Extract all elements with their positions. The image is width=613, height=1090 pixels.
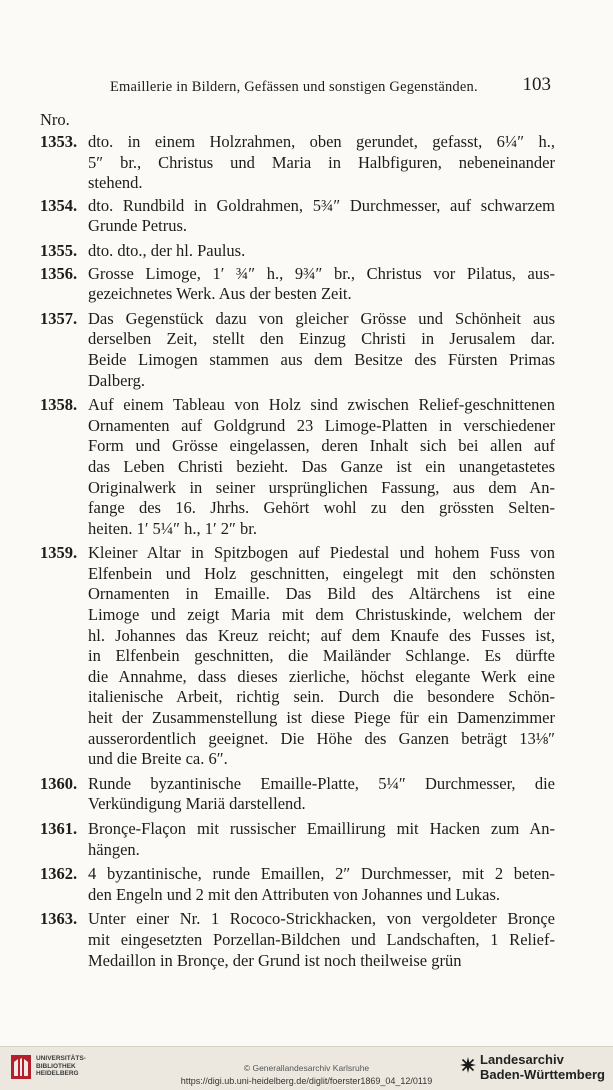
catalog-entry — [0, 196, 613, 237]
footer-bar — [0, 1046, 613, 1090]
entry-line: ausserordentlich geeignet. Die Höhe des Ganzen beträgt 13⅛″ — [88, 728, 555, 748]
entry-number: 1356. — [40, 263, 78, 283]
entry-line: Grosse Limoge, 1′ ¾″ h., 9¾″ br., Christus vor Pilatus, aus- — [88, 263, 555, 283]
entry-text — [88, 241, 555, 262]
entry-number: 1354. — [40, 195, 78, 215]
university-library-name: UNIVERSITÄTS- BIBLIOTHEK HEIDELBERG — [36, 1055, 86, 1077]
entry-line: heit der Zusammenstellung ist diese Piege für ein Damenzimmer — [88, 708, 555, 728]
entry-number: 1353. — [40, 132, 78, 151]
entry-text — [88, 395, 555, 539]
entry-line: Elfenbein und Holz geschnitten, eingelegt mit den schönsten — [88, 563, 555, 583]
entry-line: dto. in einem Holzrahmen, oben gerundet, gefasst, 6¼″ h., — [88, 132, 555, 151]
entry-number: 1362. — [40, 864, 78, 884]
entry-line: Runde byzantinische Emaille-Platte, 5¼″ Durchmesser, die — [88, 773, 555, 793]
entry-line: und die Breite ca. 6″. — [88, 749, 228, 769]
catalog-entry — [0, 395, 613, 539]
entry-line: hängen. — [88, 839, 140, 859]
entry-text — [88, 264, 555, 305]
entry-line: Medaillon in Bronçe, der Grund ist noch theilweise grün — [88, 950, 462, 970]
entry-line: Das Gegenstück dazu von gleicher Grösse und Schönheit aus — [88, 308, 555, 328]
catalog-entry — [0, 132, 613, 194]
entry-line: 5″ br., Christus und Maria in Halbfiguren, nebeneinander — [88, 152, 555, 172]
entry-line: hl. Johannes das Kreuz reicht; auf dem Knaufe des Fusses ist, — [88, 625, 555, 645]
entry-line: in Elfenbein geschnitten, die Mailänder Schlange. Es dürfte — [88, 646, 555, 666]
catalog-entry — [0, 864, 613, 905]
nro-label: Nro. — [40, 110, 70, 129]
catalog-entry — [0, 543, 613, 770]
entry-line: gezeichnetes Werk. Aus der besten Zeit. — [88, 284, 352, 304]
entry-line: Form und Grösse eingelassen, deren Inhalt sich bei allen auf — [88, 436, 555, 456]
entry-line: 4 byzantinische, runde Emaillen, 2″ Durchmesser, mit 2 beten- — [88, 864, 555, 884]
page-number: 103 — [522, 74, 551, 95]
entry-line: den Engeln und 2 mit den Attributen von Johannes und Lukas. — [88, 884, 500, 904]
entry-line: Verkündigung Mariä darstellend. — [88, 794, 306, 814]
catalog-entry — [0, 309, 613, 391]
entry-line: mit eingesetzten Porzellan-Bildchen und Landschaften, 1 Relief- — [88, 929, 555, 949]
entry-line: Limoge und zeigt Maria mit dem Christuskinde, welchem der — [88, 605, 555, 625]
catalog-entries — [0, 132, 613, 971]
entry-line: dto. Rundbild in Goldrahmen, 5¾″ Durchmesser, auf schwarzem — [88, 195, 555, 215]
entry-line: dto. dto., der hl. Paulus. — [88, 240, 246, 260]
entry-line: heiten. 1′ 5¼″ h., 1′ 2″ br. — [88, 518, 257, 538]
entry-number: 1361. — [40, 819, 78, 838]
entry-line: fange des 16. Jhrhs. Gehört wohl zu den grössten Selten- — [88, 498, 555, 518]
entry-number: 1360. — [40, 773, 78, 793]
catalog-entry — [0, 819, 613, 860]
entry-line: Grunde Petrus. — [88, 216, 187, 236]
entry-line: das Leben Christi bezieht. Das Ganze ist ein unangetastetes — [88, 456, 555, 476]
landesarchiv-star-icon — [460, 1057, 476, 1073]
entry-number: 1359. — [40, 543, 78, 563]
source-url-link[interactable]: https://digi.ub.uni-heidelberg.de/diglit/foerster1869_04_12/0119 — [180, 1076, 433, 1086]
catalog-entry — [0, 774, 613, 815]
entry-line: Auf einem Tableau von Holz sind zwischen Relief-geschnittenen — [88, 395, 555, 415]
entry-line: Beide Limogen stammen aus dem Besitze des Fürsten Primas — [88, 349, 555, 369]
copyright-notice: © Generallandesarchiv Karlsruhe — [243, 1063, 370, 1073]
entry-line: Originalwerk in seiner ursprünglichen Fassung, aus dem An- — [88, 477, 555, 497]
entry-line: derselben Zeit, stellt den Einzug Christi in Jerusalem dar. — [88, 329, 555, 349]
entry-line: Unter einer Nr. 1 Rococo-Strickhacken, von vergoldeter Bronçe — [88, 909, 555, 929]
entry-line: stehend. — [88, 173, 143, 193]
entry-text — [88, 909, 555, 971]
entry-number: 1355. — [40, 240, 78, 260]
entry-text — [88, 196, 555, 237]
entry-line: Ornamenten auf Goldgrund 23 Limoge-Platten in verschiedener — [88, 415, 555, 435]
running-header — [110, 74, 551, 98]
entry-text — [88, 309, 555, 391]
entry-line: Bronçe-Flaçon mit russischer Emaillirung mit Hacken zum An- — [88, 819, 555, 838]
archive-name: Landesarchiv Baden-Württemberg — [480, 1052, 605, 1082]
entry-number: 1363. — [40, 909, 78, 929]
entry-text — [88, 819, 555, 860]
entry-number: 1358. — [40, 395, 78, 415]
entry-line: Kleiner Altar in Spitzbogen auf Piedestal und hohem Fuss von — [88, 543, 555, 563]
entry-line: Dalberg. — [88, 370, 145, 390]
entry-text — [88, 132, 555, 194]
running-title: Emaillerie in Bildern, Gefässen und sonstigen Gegenständen. — [110, 79, 478, 95]
entry-text — [88, 864, 555, 905]
catalog-entry — [0, 909, 613, 971]
entry-number: 1357. — [40, 308, 78, 328]
entry-text — [88, 543, 555, 770]
catalog-entry — [0, 241, 613, 262]
entry-line: italienische Arbeit, richtig sein. Durch die besondere Schön- — [88, 687, 555, 707]
entry-line: die Annahme, dass dieses zierliche, höchst elegante Werk eine — [88, 666, 555, 686]
entry-line: Ornamenten in Emaille. Das Bild des Altärchens ist eine — [88, 584, 555, 604]
catalog-entry — [0, 264, 613, 305]
entry-text — [88, 774, 555, 815]
